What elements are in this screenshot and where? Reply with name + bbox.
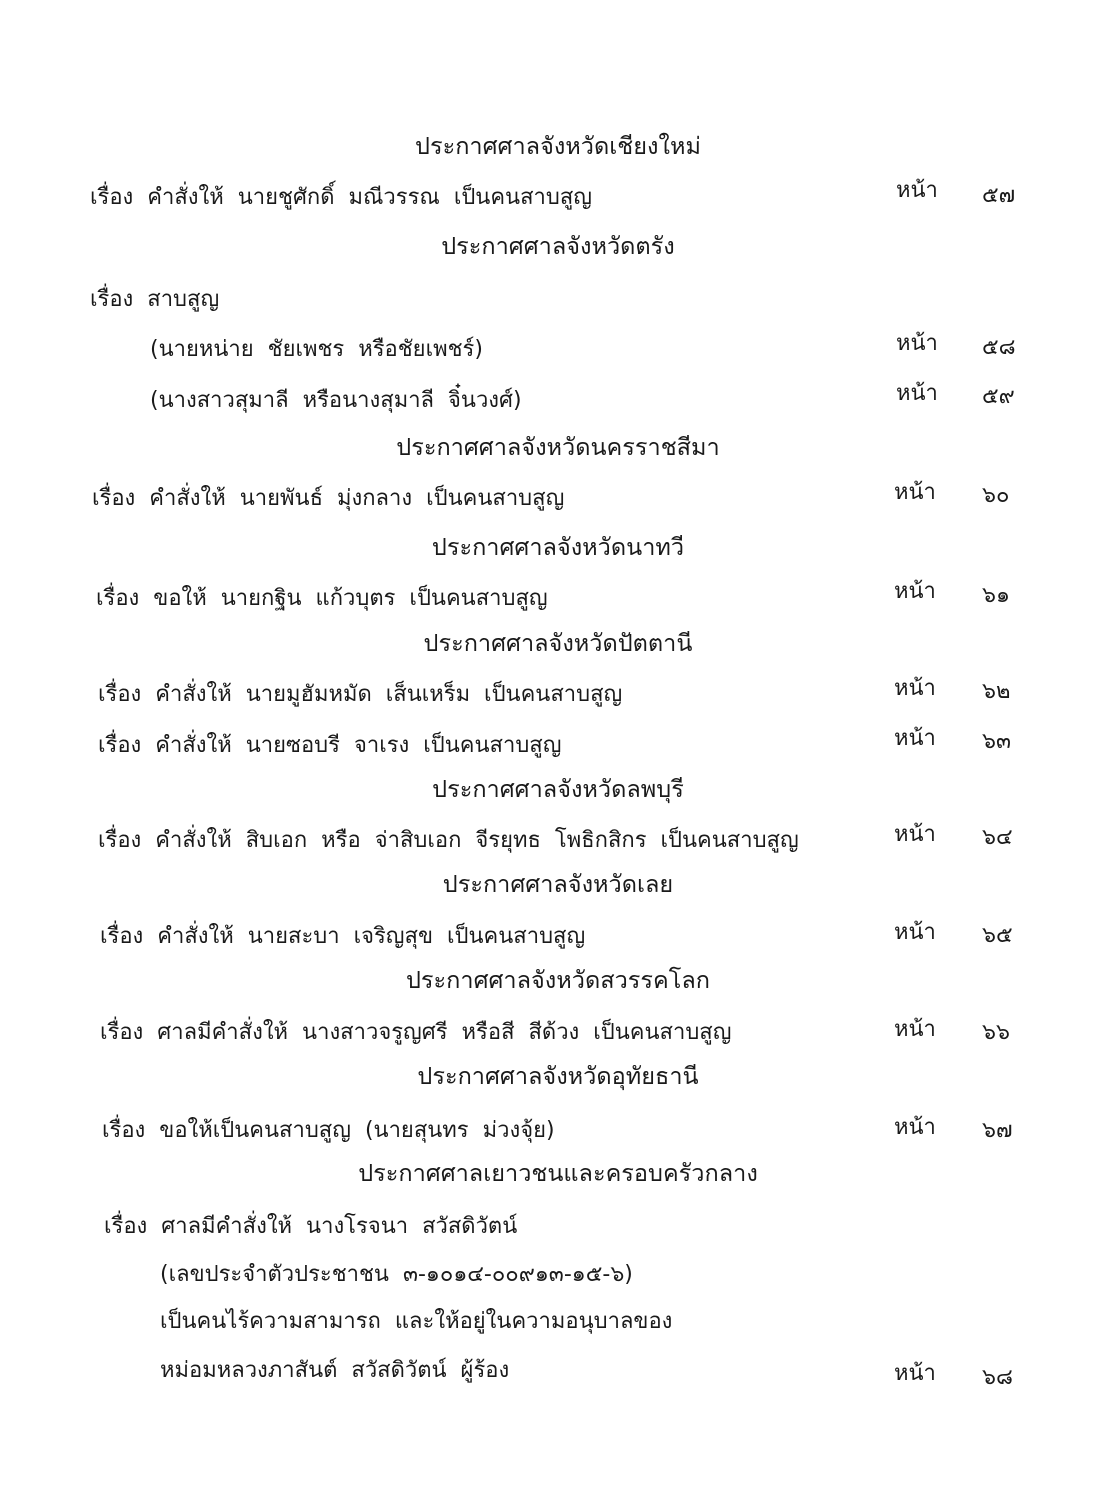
section-heading: ประกาศศาลจังหวัดปัตตานี xyxy=(423,629,693,657)
entry-text: เรื่อง คำสั่งให้ นายพันธ์ มุ่งกลาง เป็นคนสาบสูญ xyxy=(92,486,565,511)
section-heading: ประกาศศาลจังหวัดเชียงใหม่ xyxy=(415,132,701,160)
entry-text: เรื่อง คำสั่งให้ สิบเอก หรือ จ่าสิบเอก จีรยุทธ โพธิกสิกร เป็นคนสาบสูญ xyxy=(98,828,799,853)
entry-text: เรื่อง ศาลมีคำสั่งให้ นางโรจนา สวัสดิวัตน์ xyxy=(104,1214,518,1239)
entry-text: เรื่อง คำสั่งให้ นายชูศักดิ์ มณีวรรณ เป็นคนสาบสูญ xyxy=(90,185,593,210)
entry-text: เรื่อง คำสั่งให้ นายซอบรี จาเรง เป็นคนสาบสูญ xyxy=(98,733,562,758)
section-heading: ประกาศศาลจังหวัดลพบุรี xyxy=(432,775,684,803)
page-number: ๖๘ xyxy=(982,1365,1013,1390)
entry-text: เรื่อง ขอให้ นายกฐิน แก้วบุตร เป็นคนสาบสูญ xyxy=(96,586,548,611)
page-number: ๖๒ xyxy=(982,679,1011,704)
section-heading: ประกาศศาลจังหวัดอุทัยธานี xyxy=(417,1062,699,1090)
page-label: หน้า xyxy=(894,1017,936,1042)
page-number: ๖๑ xyxy=(982,583,1010,608)
page-label: หน้า xyxy=(894,1115,936,1140)
entry-text: หม่อมหลวงภาสันต์ สวัสดิวัตน์ ผู้ร้อง xyxy=(160,1358,510,1383)
entry-text: เรื่อง คำสั่งให้ นายสะบา เจริญสุข เป็นคนสาบสูญ xyxy=(100,924,586,949)
entry-text: (นายหน่าย ชัยเพชร หรือชัยเพชร์) xyxy=(150,337,483,362)
page-label: หน้า xyxy=(894,822,936,847)
entry-text: เรื่อง คำสั่งให้ นายมูฮัมหมัด เส็นเหร็ม เป็นคนสาบสูญ xyxy=(98,682,623,707)
page-number: ๖๖ xyxy=(982,1020,1010,1045)
entry-text: (นางสาวสุมาลี หรือนางสุมาลี จิ๋นวงศ์) xyxy=(150,388,522,413)
page-number: ๕๘ xyxy=(982,335,1016,360)
page-number: ๖๓ xyxy=(982,729,1012,754)
section-heading: ประกาศศาลจังหวัดตรัง xyxy=(441,232,675,260)
page-label: หน้า xyxy=(896,381,938,406)
page-number: ๖๔ xyxy=(982,825,1013,850)
page-number: ๖๕ xyxy=(982,923,1013,948)
page-label: หน้า xyxy=(894,920,936,945)
section-heading: ประกาศศาลเยาวชนและครอบครัวกลาง xyxy=(358,1159,758,1187)
page-label: หน้า xyxy=(894,676,936,701)
page-label: หน้า xyxy=(896,331,938,356)
page-number: ๖๐ xyxy=(982,483,1010,508)
page-label: หน้า xyxy=(894,1361,936,1386)
section-heading: ประกาศศาลจังหวัดเลย xyxy=(442,870,674,898)
entry-text: เรื่อง ศาลมีคำสั่งให้ นางสาวจรูญศรี หรือสี สีด้วง เป็นคนสาบสูญ xyxy=(100,1020,732,1045)
section-heading: ประกาศศาลจังหวัดนาทวี xyxy=(431,533,685,561)
page-number: ๕๗ xyxy=(982,183,1016,208)
page-label: หน้า xyxy=(896,178,938,203)
page-label: หน้า xyxy=(894,480,936,505)
entry-text: เป็นคนไร้ความสามารถ และให้อยู่ในความอนุบาลของ xyxy=(160,1309,673,1334)
entry-text: (เลขประจำตัวประชาชน ๓-๑๐๑๔-๐๐๙๑๓-๑๕-๖) xyxy=(160,1262,633,1287)
section-heading: ประกาศศาลจังหวัดสวรรคโลก xyxy=(406,966,710,994)
page-number: ๖๗ xyxy=(982,1118,1013,1143)
page-label: หน้า xyxy=(894,579,936,604)
entry-text: เรื่อง สาบสูญ xyxy=(90,287,220,312)
page-number: ๕๙ xyxy=(982,384,1015,409)
page-label: หน้า xyxy=(894,726,936,751)
entry-text: เรื่อง ขอให้เป็นคนสาบสูญ (นายสุนทร ม่วงจุ้ย) xyxy=(102,1118,555,1143)
section-heading: ประกาศศาลจังหวัดนครราชสีมา xyxy=(396,433,720,461)
